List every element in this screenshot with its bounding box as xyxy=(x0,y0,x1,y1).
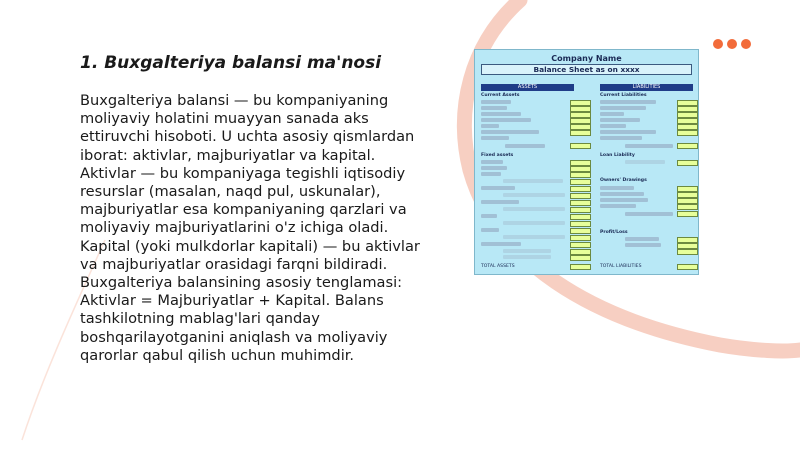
asset-value-box xyxy=(570,221,591,227)
liability-row xyxy=(600,186,634,190)
liability-value-box xyxy=(677,160,698,166)
asset-value-box xyxy=(570,200,591,206)
asset-value-box xyxy=(570,124,591,130)
liability-row xyxy=(600,100,656,104)
company-name: Company Name xyxy=(551,54,622,63)
asset-value-box xyxy=(570,130,591,136)
liability-value-box xyxy=(677,130,698,136)
asset-value-box xyxy=(570,249,591,255)
liability-value-box xyxy=(677,237,698,243)
liability-row xyxy=(600,204,636,208)
liability-value-box xyxy=(677,198,698,204)
asset-row xyxy=(481,172,501,176)
liability-row xyxy=(600,106,646,110)
asset-row xyxy=(503,207,565,211)
asset-value-box xyxy=(570,100,591,106)
asset-value-box xyxy=(570,118,591,124)
total-assets-label: TOTAL ASSETS xyxy=(481,264,515,269)
asset-value-box xyxy=(570,160,591,166)
liability-row xyxy=(600,136,642,140)
asset-value-box xyxy=(570,214,591,220)
owners-drawings-label: Owners' Drawings xyxy=(600,178,647,183)
asset-value-box xyxy=(570,112,591,118)
asset-value-box xyxy=(570,235,591,241)
liability-value-box xyxy=(677,211,698,217)
liability-row xyxy=(600,124,626,128)
asset-row xyxy=(503,235,565,239)
asset-value-box xyxy=(570,172,591,178)
asset-value-box xyxy=(570,228,591,234)
fixed-assets-label: Fixed assets xyxy=(481,153,514,158)
asset-row xyxy=(481,160,503,164)
asset-value-box xyxy=(570,186,591,192)
slide-body-text: Buxgalteriya balansi — bu kompaniyaning moliyaviy holatini muayyan sanada aks ettiruvchi hisoboti. U uchta asosiy qismlardan iborat: aktivlar, majburiyatlar va kapital. Aktivlar — bu kompaniyaga tegishli iqtisodiy resurslar (masalan, naqd pul, uskunalar), majburiyatlar esa kompaniyaning qarzlari va moliyaviy majburiyatlarini o'z ichiga oladi. Kapital (yoki mulkdorlar kapitali) — bu aktivlar va majburiyatlar orasidagi farqni bildiradi. Buxgalteriya balansining asosiy tenglamasi: Aktivlar = Majburiyatlar + Kapital. Balans tashkilotning mablag'lari qanday boshqarilayotganini aniqlash va moliyaviy qarorlar qabul qilish uchun muhimdir. xyxy=(80,92,420,364)
dot-1 xyxy=(713,39,723,49)
profit-loss-label: Profit/Loss xyxy=(600,230,628,235)
asset-row xyxy=(481,214,497,218)
liability-row xyxy=(600,130,656,134)
asset-value-box xyxy=(570,106,591,112)
liabilities-header: LIABILITIES xyxy=(600,84,693,91)
current-liabilities-label: Current Liabilities xyxy=(600,93,647,98)
liability-value-box xyxy=(677,106,698,112)
liability-value-box xyxy=(677,143,698,149)
liability-row xyxy=(625,243,661,247)
liability-row xyxy=(625,144,673,148)
slide-title: 1. Buxgalteriya balansi ma'nosi xyxy=(80,53,382,73)
asset-row xyxy=(503,249,551,253)
asset-row xyxy=(481,118,531,122)
liability-value-box xyxy=(677,186,698,192)
liability-row xyxy=(600,118,640,122)
asset-row xyxy=(481,106,507,110)
liability-value-box xyxy=(677,100,698,106)
asset-row xyxy=(503,221,565,225)
asset-row xyxy=(503,193,565,197)
asset-row xyxy=(481,186,515,190)
liability-row xyxy=(625,160,665,164)
asset-value-box xyxy=(570,255,591,261)
asset-row xyxy=(481,112,521,116)
liability-row xyxy=(625,237,659,241)
asset-value-box xyxy=(570,242,591,248)
liability-row xyxy=(600,112,624,116)
liability-value-box xyxy=(677,249,698,255)
asset-row xyxy=(481,200,519,204)
asset-row xyxy=(481,124,499,128)
asset-row xyxy=(481,130,539,134)
liability-row xyxy=(625,212,673,216)
asset-row xyxy=(505,144,545,148)
asset-value-box xyxy=(570,143,591,149)
dot-3 xyxy=(741,39,751,49)
total-liabilities-label: TOTAL LIABILITIES xyxy=(600,264,642,269)
dot-2 xyxy=(727,39,737,49)
liability-row xyxy=(600,192,644,196)
liability-value-box xyxy=(677,112,698,118)
asset-row xyxy=(481,242,521,246)
asset-value-box xyxy=(570,193,591,199)
asset-row xyxy=(481,100,511,104)
liability-value-box xyxy=(677,192,698,198)
liability-row xyxy=(600,198,648,202)
total-assets-box xyxy=(570,264,591,270)
liability-value-box xyxy=(677,243,698,249)
asset-row xyxy=(503,179,563,183)
loan-liability-label: Loan Liability xyxy=(600,153,635,158)
liability-value-box xyxy=(677,204,698,210)
asset-row xyxy=(481,228,499,232)
total-liabilities-box xyxy=(677,264,698,270)
liability-value-box xyxy=(677,118,698,124)
asset-row xyxy=(481,166,507,170)
liability-value-box xyxy=(677,124,698,130)
assets-header: ASSETS xyxy=(481,84,574,91)
sheet-title: Balance Sheet as on xxxx xyxy=(481,64,692,75)
asset-value-box xyxy=(570,179,591,185)
current-assets-label: Current Assets xyxy=(481,93,520,98)
balance-sheet-image xyxy=(474,49,699,275)
decor-dots xyxy=(713,39,751,49)
asset-value-box xyxy=(570,207,591,213)
asset-row xyxy=(503,255,551,259)
asset-value-box xyxy=(570,166,591,172)
asset-row xyxy=(481,136,509,140)
